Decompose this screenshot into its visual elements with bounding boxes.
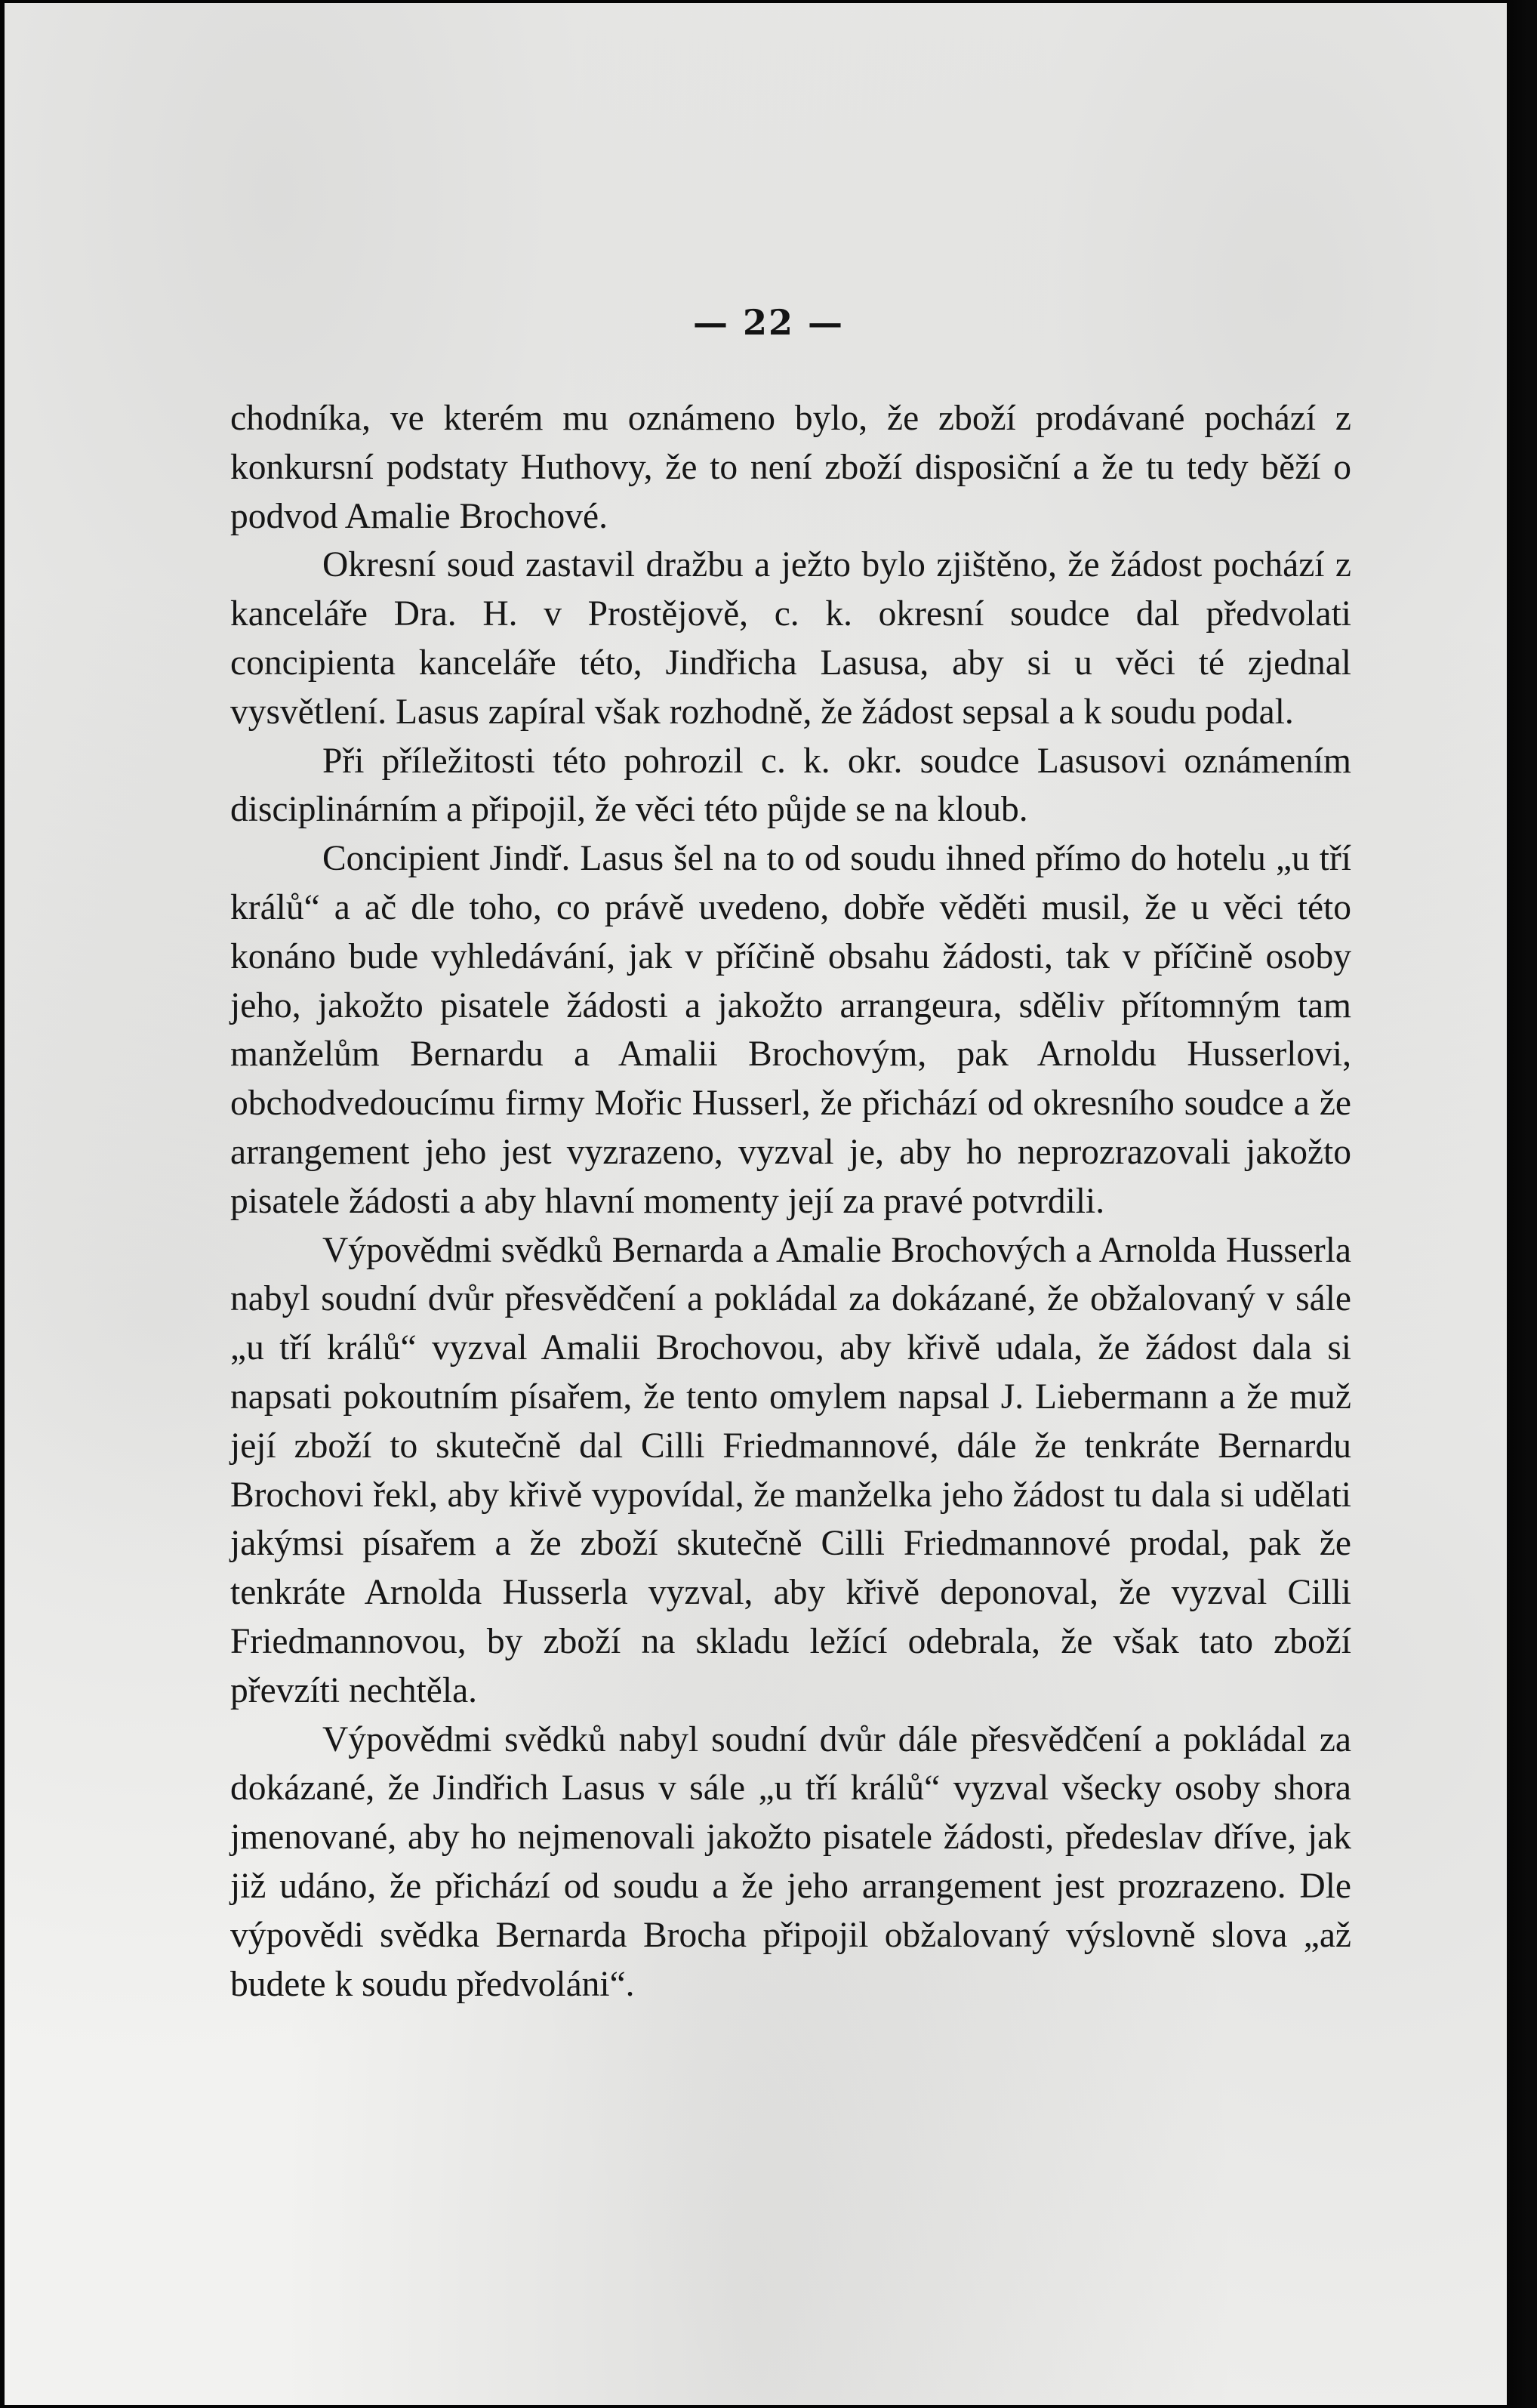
paragraph: Concipient Jindř. Lasus šel na to od soudu ihned přímo do hotelu „u tří králů“ a ač dle toho, co právě uvedeno, dobře věděti musil, že u věci této konáno bude vyhledávání, jak v příčině obsahu žádosti, tak v příčině osoby jeho, jakožto pisatele žádosti a jakožto arrangeura, sděliv přítomným tam manželům Bernardu a Amalii Brochovým, pak Arnoldu Husserlovi, obchodvedoucímu firmy Mořic Husserl, že přichází od okresního soudce a že arrangement jeho jest vyzrazeno, vyzval je, aby ho neprozrazovali jakožto pisatele žádosti a aby hlavní momenty její za pravé potvrdili. xyxy=(230,839,1351,1221)
paragraph-continuation: chodníka, ve kterém mu oznámeno bylo, že zboží prodávané pochází z konkursní podstaty Huthovy, že to není zboží disposiční a že tu tedy běží o podvod Amalie Brochové. xyxy=(230,399,1351,536)
page-edge-shadow xyxy=(1507,0,1537,2408)
paragraph: Výpovědmi svědků nabyl soudní dvůr dále přesvědčení a pokládal za dokázané, že Jindřich Lasus v sále „u tří králů“ vyzval všecky osoby shora jmenované, aby ho nejmenovali jakožto pisatele žádosti, předeslav dříve, jak již udáno, že přichází od soudu a že jeho arrangement jest prozrazeno. Dle výpovědi svědka Bernarda Brocha připojil obžalovaný výslovně slova „až budete k soudu předvoláni“. xyxy=(230,1719,1351,2004)
page-number: — 22 — xyxy=(692,302,845,343)
paragraph: Okresní soud zastavil dražbu a ježto bylo zjištěno, že žádost pochází z kanceláře Dra. H. v Prostějově, c. k. okresní soudce dal předvolati concipienta kanceláře této, Jindřicha Lasusa, aby si u věci té zjednal vysvětlení. Lasus zapíral však rozhodně, že žádost sepsal a k soudu podal. xyxy=(230,545,1351,732)
paragraph: Výpovědmi svědků Bernarda a Amalie Brochových a Arnolda Husserla nabyl soudní dvůr přesvědčení a pokládal za dokázané, že obžalovaný v sále „u tří králů“ vyzval Amalii Brochovou, aby křivě udala, že žádost dala si napsati pokoutním písařem, že tento omylem napsal J. Liebermann a že muž její zboží to skutečně dal Cilli Friedmannové, dále že tenkráte Bernardu Brochovi řekl, aby křivě vypovídal, že manželka jeho žádost tu dala si udělati jakýmsi písařem a že zboží skutečně Cilli Friedmannové prodal, pak že tenkráte Arnolda Husserla vyzval, aby křivě deponoval, že vyzval Cilli Friedmannovou, by zboží na skladu ležící odebrala, že však tato zboží převzíti nechtěla. xyxy=(230,1230,1351,1710)
body-text xyxy=(230,394,1351,2009)
paragraph: Při příležitosti této pohrozil c. k. okr. soudce Lasusovi oznámením disciplinárním a připojil, že věci této půjde se na kloub. xyxy=(230,741,1351,830)
